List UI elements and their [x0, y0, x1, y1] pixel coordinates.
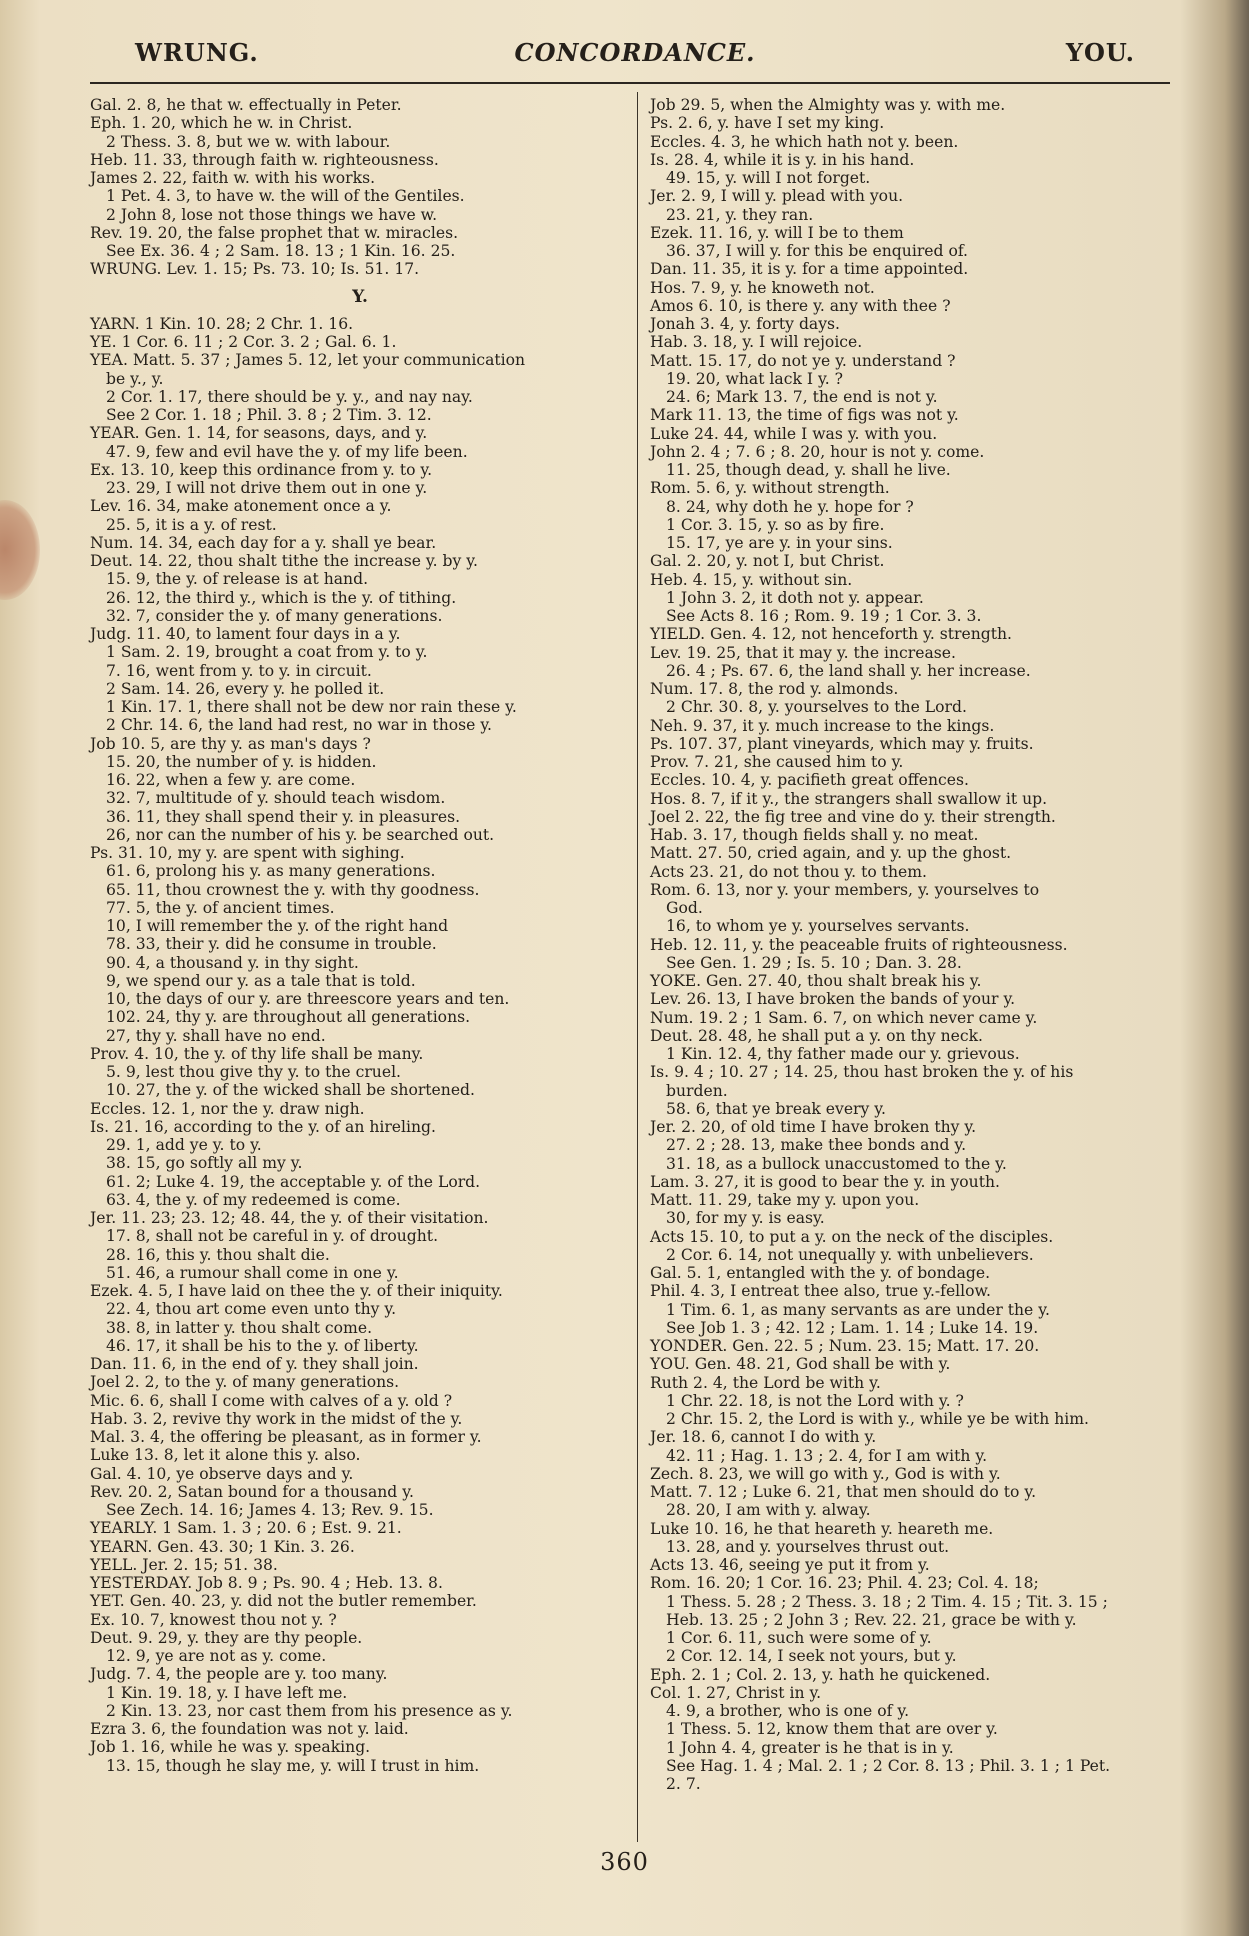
concordance-line: 32. 7, consider the y. of many generations. [106, 606, 443, 625]
concordance-line: 1 Chr. 22. 18, is not the Lord with y. ? [666, 1391, 964, 1410]
concordance-line: 2 Cor. 6. 14, not unequally y. with unbelievers. [666, 1245, 1034, 1264]
concordance-line: Heb. 11. 33, through faith w. righteousness. [90, 150, 439, 169]
concordance-line: 8. 24, why doth he y. hope for ? [666, 497, 914, 516]
concordance-line: 15. 17, ye are y. in your sins. [666, 534, 893, 552]
concordance-line: Rom. 5. 6, y. without strength. [650, 479, 890, 498]
concordance-line: Heb. 4. 15, y. without sin. [650, 570, 853, 589]
concordance-line: YEARN. Gen. 43. 30; 1 Kin. 3. 26. [90, 1537, 355, 1556]
concordance-line: YONDER. Gen. 22. 5 ; Num. 23. 15; Matt. 17. 20. [650, 1337, 1040, 1355]
concordance-line: Job 10. 5, are thy y. as man's days ? [90, 734, 371, 753]
concordance-line: YARN. 1 Kin. 10. 28; 2 Chr. 1. 16. [90, 314, 354, 333]
concordance-line: Job 29. 5, when the Almighty was y. with me. [650, 96, 1006, 114]
concordance-line: Rev. 19. 20, the false prophet that w. miracles. [90, 223, 459, 242]
concordance-line: 28. 16, this y. thou shalt die. [106, 1245, 330, 1264]
concordance-line: 1 Kin. 17. 1, there shall not be dew nor rain these y. [106, 698, 517, 716]
concordance-line: Is. 28. 4, while it is y. in his hand. [650, 150, 915, 169]
concordance-line: Phil. 4. 3, I entreat thee also, true y.-fellow. [650, 1282, 991, 1301]
concordance-line: 16, to whom ye y. yourselves servants. [666, 917, 970, 936]
concordance-line: See Acts 8. 16 ; Rom. 9. 19 ; 1 Cor. 3. 3. [666, 607, 982, 625]
left-entries-y [90, 315, 630, 1775]
concordance-line: Matt. 11. 29, take my y. upon you. [650, 1191, 920, 1209]
concordance-line: Lam. 3. 27, it is good to bear the y. in youth. [650, 1172, 1000, 1191]
right-column [650, 96, 1190, 1793]
concordance-line: 26. 12, the third y., which is the y. of tithing. [106, 588, 457, 607]
concordance-line: Jer. 18. 6, cannot I do with y. [650, 1428, 877, 1447]
concordance-line: Gal. 2. 8, he that w. effectually in Peter. [90, 96, 402, 114]
concordance-line: Deut. 14. 22, thou shalt tithe the increase y. by y. [90, 552, 478, 570]
concordance-line: 1 Thess. 5. 28 ; 2 Thess. 3. 18 ; 2 Tim. 4. 15 ; Tit. 3. 15 ; [666, 1592, 1108, 1611]
concordance-line: Hab. 3. 2, revive thy work in the midst of the y. [90, 1409, 463, 1428]
concordance-line: 1 Thess. 5. 12, know them that are over y. [666, 1720, 998, 1739]
concordance-line: 46. 17, it shall be his to the y. of liberty. [106, 1336, 419, 1355]
page-number: 360 [600, 1848, 649, 1876]
concordance-line: Matt. 7. 12 ; Luke 6. 21, that men should do to y. [650, 1483, 1037, 1501]
concordance-line: 29. 1, add ye y. to y. [106, 1136, 262, 1154]
concordance-line: 2. 7. [666, 1775, 701, 1793]
concordance-line: Mic. 6. 6, shall I come with calves of a y. old ? [90, 1391, 453, 1410]
concordance-line: 61. 6, prolong his y. as many generations. [106, 862, 436, 881]
concordance-line: Ps. 107. 37, plant vineyards, which may y. fruits. [650, 734, 1034, 753]
concordance-line: 2 Sam. 14. 26, every y. he polled it. [106, 679, 385, 698]
concordance-line: Deut. 28. 48, he shall put a y. on thy neck. [650, 1026, 983, 1045]
concordance-line: Amos 6. 10, is there y. any with thee ? [650, 296, 951, 315]
concordance-line: 1 Cor. 3. 15, y. so as by fire. [666, 515, 885, 534]
concordance-line: Num. 14. 34, each day for a y. shall ye bear. [90, 533, 437, 552]
concordance-line: Jer. 2. 9, I will y. plead with you. [650, 187, 904, 206]
concordance-line: 19. 20, what lack I y. ? [666, 369, 843, 388]
concordance-line: Jer. 2. 20, of old time I have broken thy y. [650, 1118, 977, 1136]
concordance-line: Lev. 26. 13, I have broken the bands of your y. [650, 990, 1016, 1009]
concordance-line: 22. 4, thou art come even unto thy y. [106, 1300, 397, 1319]
concordance-line: 13. 15, though he slay me, y. will I trust in him. [106, 1756, 480, 1775]
concordance-line: 38. 8, in latter y. thou shalt come. [106, 1318, 373, 1337]
concordance-line: See Job 1. 3 ; 42. 12 ; Lam. 1. 14 ; Luke 14. 19. [666, 1318, 1039, 1337]
concordance-line: Ezek. 11. 16, y. will I be to them [650, 223, 904, 242]
header-first-word: WRUNG. [135, 38, 259, 67]
concordance-line: 1 Sam. 2. 19, brought a coat from y. to y. [106, 643, 428, 662]
concordance-line: Dan. 11. 6, in the end of y. they shall join. [90, 1355, 419, 1373]
concordance-line: God. [666, 899, 703, 917]
concordance-line: 10, the days of our y. are threescore years and ten. [106, 990, 510, 1008]
concordance-line: WRUNG. Lev. 1. 15; Ps. 73. 10; Is. 51. 17. [90, 260, 420, 279]
concordance-line: 47. 9, few and evil have the y. of my life been. [106, 442, 468, 461]
concordance-line: 26. 4 ; Ps. 67. 6, the land shall y. her increase. [666, 661, 1031, 680]
concordance-line: 2 Thess. 3. 8, but we w. with labour. [106, 132, 391, 151]
concordance-line: 4. 9, a brother, who is one of y. [666, 1702, 910, 1720]
concordance-line: Prov. 4. 10, the y. of thy life shall be many. [90, 1044, 424, 1063]
concordance-line: burden. [666, 1081, 728, 1100]
concordance-line: Judg. 7. 4, the people are y. too many. [90, 1665, 388, 1684]
concordance-line: 1 John 3. 2, it doth not y. appear. [666, 588, 924, 607]
concordance-line: Gal. 4. 10, ye observe days and y. [90, 1464, 354, 1483]
concordance-line: YE. 1 Cor. 6. 11 ; 2 Cor. 3. 2 ; Gal. 6. 1. [90, 333, 397, 351]
concordance-line: 23. 29, I will not drive them out in one y. [106, 479, 428, 497]
concordance-line: YET. Gen. 40. 23, y. did not the butler remember. [90, 1592, 477, 1611]
concordance-line: John 2. 4 ; 7. 6 ; 8. 20, hour is not y. come. [650, 442, 985, 461]
header-title: CONCORDANCE. [514, 38, 756, 67]
left-column [90, 96, 630, 1775]
concordance-line: 78. 33, their y. did he consume in trouble. [106, 935, 437, 954]
concordance-line: be y., y. [106, 369, 164, 388]
concordance-line: Zech. 8. 23, we will go with y., God is with y. [650, 1464, 1001, 1483]
concordance-line: 1 Pet. 4. 3, to have w. the will of the Gentiles. [106, 187, 465, 206]
concordance-line: Mal. 3. 4, the offering be pleasant, as in former y. [90, 1428, 482, 1446]
concordance-line: Jonah 3. 4, y. forty days. [650, 315, 840, 333]
concordance-line: Joel 2. 22, the fig tree and vine do y. their strength. [650, 807, 1056, 826]
concordance-line: Ps. 31. 10, my y. are spent with sighing. [90, 844, 405, 862]
concordance-line: Eccles. 12. 1, nor the y. draw nigh. [90, 1099, 365, 1118]
concordance-line: See Hag. 1. 4 ; Mal. 2. 1 ; 2 Cor. 8. 13 ; Phil. 3. 1 ; 1 Pet. [666, 1756, 1111, 1775]
concordance-line: Num. 17. 8, the rod y. almonds. [650, 680, 899, 698]
concordance-line: 1 John 4. 4, greater is he that is in y. [666, 1738, 954, 1757]
section-heading: Y. [352, 286, 368, 307]
concordance-line: Luke 24. 44, while I was y. with you. [650, 424, 938, 443]
concordance-line: 36. 37, I will y. for this be enquired of. [666, 242, 969, 260]
concordance-line: Hos. 8. 7, if it y., the strangers shall swallow it up. [650, 789, 1048, 808]
concordance-line: YEAR. Gen. 1. 14, for seasons, days, and y. [90, 424, 428, 443]
right-entries [650, 96, 1190, 1793]
concordance-line: 2 Chr. 14. 6, the land had rest, no war in those y. [106, 716, 493, 735]
concordance-line: See 2 Cor. 1. 18 ; Phil. 3. 8 ; 2 Tim. 3. 12. [106, 406, 432, 424]
concordance-line: 65. 11, thou crownest the y. with thy goodness. [106, 880, 480, 899]
concordance-line: YESTERDAY. Job 8. 9 ; Ps. 90. 4 ; Heb. 13. 8. [90, 1574, 443, 1592]
concordance-line: Gal. 5. 1, entangled with the y. of bondage. [650, 1264, 991, 1282]
concordance-line: 36. 11, they shall spend their y. in pleasures. [106, 807, 461, 826]
concordance-line: Eccles. 4. 3, he which hath not y. been. [650, 132, 959, 151]
concordance-line: 27. 2 ; 28. 13, make thee bonds and y. [666, 1136, 967, 1155]
page-stain [0, 500, 40, 600]
concordance-line: Gal. 2. 20, y. not I, but Christ. [650, 552, 885, 571]
concordance-line: Ezra 3. 6, the foundation was not y. laid. [90, 1720, 409, 1738]
concordance-line: 15. 9, the y. of release is at hand. [106, 570, 369, 589]
concordance-line: Acts 15. 10, to put a y. on the neck of the disciples. [650, 1227, 1054, 1246]
concordance-line: Rom. 6. 13, nor y. your members, y. yourselves to [650, 880, 1040, 899]
concordance-line: Lev. 16. 34, make atonement once a y. [90, 497, 392, 516]
concordance-line: Matt. 27. 50, cried again, and y. up the ghost. [650, 844, 1012, 863]
concordance-line: See Gen. 1. 29 ; Is. 5. 10 ; Dan. 3. 28. [666, 953, 962, 972]
concordance-line: 90. 4, a thousand y. in thy sight. [106, 953, 359, 972]
concordance-line: Eph. 1. 20, which he w. in Christ. [90, 114, 353, 133]
concordance-line: 25. 5, it is a y. of rest. [106, 515, 277, 534]
concordance-line: 11. 25, though dead, y. shall he live. [666, 461, 951, 479]
concordance-line: 15. 20, the number of y. is hidden. [106, 752, 377, 771]
concordance-line: 77. 5, the y. of ancient times. [106, 898, 335, 917]
concordance-line: 63. 4, the y. of my redeemed is come. [106, 1190, 401, 1209]
concordance-line: 42. 11 ; Hag. 1. 13 ; 2. 4, for I am with y. [666, 1446, 988, 1465]
concordance-line: Is. 9. 4 ; 10. 27 ; 14. 25, thou hast broken the y. of his [650, 1063, 1074, 1082]
concordance-line: Prov. 7. 21, she caused him to y. [650, 753, 904, 771]
concordance-line: Deut. 9. 29, y. they are thy people. [90, 1628, 363, 1647]
concordance-line: 28. 20, I am with y. alway. [666, 1501, 871, 1520]
concordance-line: Matt. 15. 17, do not ye y. understand ? [650, 351, 956, 370]
concordance-line: 2 Cor. 1. 17, there should be y. y., and nay nay. [106, 387, 473, 406]
concordance-line: 49. 15, y. will I not forget. [666, 169, 871, 187]
concordance-line: YEARLY. 1 Sam. 1. 3 ; 20. 6 ; Est. 9. 21. [90, 1519, 402, 1538]
concordance-line: Hos. 7. 9, y. he knoweth not. [650, 278, 875, 297]
concordance-line: 61. 2; Luke 4. 19, the acceptable y. of the Lord. [106, 1172, 481, 1191]
concordance-line: Is. 21. 16, according to the y. of an hireling. [90, 1117, 436, 1136]
concordance-line: 2 Kin. 13. 23, nor cast them from his presence as y. [106, 1701, 513, 1720]
concordance-line: Acts 23. 21, do not thou y. to them. [650, 862, 927, 881]
concordance-line: 12. 9, ye are not as y. come. [106, 1647, 327, 1665]
concordance-line: Col. 1. 27, Christ in y. [650, 1683, 822, 1702]
concordance-line: Mark 11. 13, the time of figs was not y. [650, 406, 959, 425]
concordance-line: See Ex. 36. 4 ; 2 Sam. 18. 13 ; 1 Kin. 16. 25. [106, 242, 456, 260]
running-header [135, 38, 1135, 78]
left-entries-w [90, 96, 630, 279]
concordance-line: 17. 8, shall not be careful in y. of drought. [106, 1227, 439, 1246]
concordance-line: 23. 21, y. they ran. [666, 205, 814, 224]
column-divider [637, 92, 638, 1842]
concordance-line: 27, thy y. shall have no end. [106, 1026, 326, 1045]
concordance-line: 102. 24, thy y. are throughout all generations. [106, 1008, 471, 1027]
concordance-line: Ex. 10. 7, knowest thou not y. ? [90, 1610, 337, 1629]
concordance-line: Rom. 16. 20; 1 Cor. 16. 23; Phil. 4. 23; Col. 4. 18; [650, 1574, 1039, 1593]
concordance-line: James 2. 22, faith w. with his works. [90, 169, 376, 187]
concordance-line: 24. 6; Mark 13. 7, the end is not y. [666, 388, 938, 406]
concordance-line: Hab. 3. 17, though fields shall y. no meat. [650, 826, 979, 844]
concordance-line: 10, I will remember the y. of the right hand [106, 917, 449, 935]
concordance-line: Jer. 11. 23; 23. 12; 48. 44, the y. of their visitation. [90, 1209, 489, 1227]
concordance-line: 30, for my y. is easy. [666, 1209, 825, 1228]
concordance-line: Num. 19. 2 ; 1 Sam. 6. 7, on which never came y. [650, 1008, 1038, 1027]
concordance-line: YIELD. Gen. 4. 12, not henceforth y. strength. [650, 625, 1012, 644]
concordance-line: Joel 2. 2, to the y. of many generations. [90, 1373, 400, 1392]
concordance-line: Ps. 2. 6, y. have I set my king. [650, 114, 885, 133]
concordance-line: Luke 13. 8, let it alone this y. also. [90, 1446, 361, 1465]
concordance-line: Ruth 2. 4, the Lord be with y. [650, 1373, 881, 1392]
concordance-line: Neh. 9. 37, it y. much increase to the kings. [650, 716, 995, 735]
concordance-line: 9, we spend our y. as a tale that is told. [106, 971, 416, 990]
concordance-line: Luke 10. 16, he that heareth y. heareth me. [650, 1519, 994, 1538]
concordance-line: Ezek. 4. 5, I have laid on thee the y. of their iniquity. [90, 1282, 503, 1300]
concordance-line: Eph. 2. 1 ; Col. 2. 13, y. hath he quickened. [650, 1665, 991, 1684]
concordance-line: Heb. 13. 25 ; 2 John 3 ; Rev. 22. 21, grace be with y. [666, 1610, 1077, 1629]
concordance-line: 1 Tim. 6. 1, as many servants as are under the y. [666, 1300, 1050, 1319]
concordance-line: 32. 7, multitude of y. should teach wisdom. [106, 789, 446, 808]
concordance-line: 2 Chr. 15. 2, the Lord is with y., while ye be with him. [666, 1410, 1089, 1428]
concordance-line: Acts 13. 46, seeing ye put it from y. [650, 1556, 930, 1574]
header-last-word: YOU. [1065, 38, 1135, 67]
concordance-line: 7. 16, went from y. to y. in circuit. [106, 661, 372, 680]
concordance-line: 10. 27, the y. of the wicked shall be shortened. [106, 1081, 475, 1100]
concordance-line: 2 Cor. 12. 14, I seek not yours, but y. [666, 1647, 957, 1666]
concordance-line: 13. 28, and y. yourselves thrust out. [666, 1537, 950, 1556]
concordance-line: 31. 18, as a bullock unaccustomed to the y. [666, 1154, 1007, 1173]
concordance-line: YOU. Gen. 48. 21, God shall be with y. [650, 1355, 951, 1374]
concordance-line: 51. 46, a rumour shall come in one y. [106, 1263, 399, 1282]
concordance-line: 2 John 8, lose not those things we have w. [106, 205, 438, 224]
concordance-line: Job 1. 16, while he was y. speaking. [90, 1738, 371, 1757]
concordance-line: Heb. 12. 11, y. the peaceable fruits of righteousness. [650, 935, 1068, 954]
concordance-line: 2 Chr. 30. 8, y. yourselves to the Lord. [666, 698, 967, 717]
concordance-line: 1 Cor. 6. 11, such were some of y. [666, 1629, 932, 1647]
concordance-line: Rev. 20. 2, Satan bound for a thousand y. [90, 1482, 414, 1501]
concordance-line: YEA. Matt. 5. 37 ; James 5. 12, let your communication [90, 351, 526, 370]
concordance-line: Lev. 19. 25, that it may y. the increase. [650, 643, 956, 662]
concordance-line: Eccles. 10. 4, y. pacifieth great offences. [650, 771, 969, 790]
concordance-line: Ex. 13. 10, keep this ordinance from y. to y. [90, 460, 433, 479]
concordance-line: 16. 22, when a few y. are come. [106, 771, 356, 789]
concordance-line: 38. 15, go softly all my y. [106, 1154, 303, 1173]
header-rule [90, 82, 1170, 84]
concordance-line: YELL. Jer. 2. 15; 51. 38. [90, 1555, 278, 1574]
concordance-line: 1 Kin. 12. 4, thy father made our y. grievous. [666, 1045, 1020, 1063]
concordance-line: 26, nor can the number of his y. be searched out. [106, 825, 495, 844]
concordance-line: Hab. 3. 18, y. I will rejoice. [650, 333, 863, 352]
concordance-line: 1 Kin. 19. 18, y. I have left me. [106, 1683, 348, 1702]
concordance-line: YOKE. Gen. 27. 40, thou shalt break his y. [650, 972, 982, 990]
concordance-line: 5. 9, lest thou give thy y. to the cruel. [106, 1063, 402, 1081]
concordance-line: Dan. 11. 35, it is y. for a time appointed. [650, 260, 969, 279]
concordance-line: See Zech. 14. 16; James 4. 13; Rev. 9. 15. [106, 1501, 434, 1519]
concordance-line: Judg. 11. 40, to lament four days in a y. [90, 625, 401, 643]
concordance-line: 58. 6, that ye break every y. [666, 1099, 886, 1118]
